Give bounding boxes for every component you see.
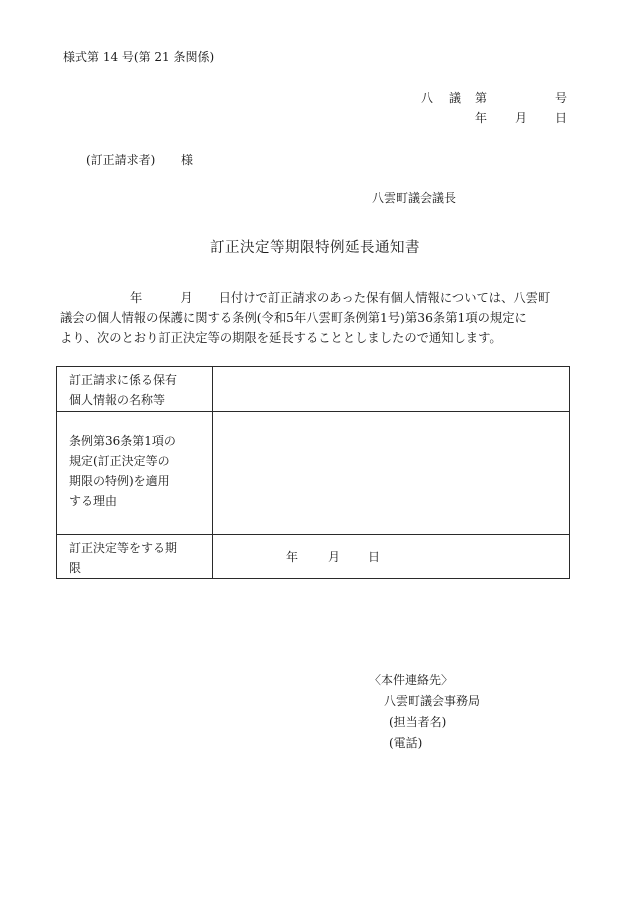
issue-date-month: 月 — [515, 111, 528, 125]
body-line-3: より、次のとおり訂正決定等の期限を延長することとしましたので通知します。 — [60, 331, 502, 345]
row3-label: 訂正決定等をする期 限 — [57, 535, 213, 579]
body-date-month: 月 — [180, 291, 193, 305]
form-number: 様式第 14 号(第 21 条関係) — [63, 50, 215, 64]
doc-number-prefix-3: 第 — [475, 91, 488, 105]
doc-number-prefix-2: 議 — [449, 91, 462, 105]
info-table — [56, 366, 570, 579]
body-text — [60, 288, 570, 348]
row2-label: 条例第36条第1項の 規定(訂正決定等の 期限の特例)を適用 する理由 — [57, 412, 213, 535]
body-date-year: 年 — [130, 291, 143, 305]
issue-date-year: 年 — [475, 111, 488, 125]
doc-number-prefix-1: 八 — [421, 91, 434, 105]
issue-date-day: 日 — [555, 111, 568, 125]
doc-number-suffix: 号 — [555, 91, 568, 105]
deadline-date — [286, 548, 630, 565]
sender: 八雲町議会議長 — [372, 191, 457, 205]
document-title: 訂正決定等期限特例延長通知書 — [210, 240, 420, 256]
addressee-name: (訂正請求者) — [86, 153, 156, 167]
body-line-2: 議会の個人情報の保護に関する条例(令和5年八雲町条例第1号)第36条第1項の規定に — [60, 311, 527, 325]
table-row — [57, 412, 570, 535]
table-row — [57, 367, 570, 412]
body-line-1 — [60, 288, 570, 308]
addressee-honorific: 様 — [181, 153, 194, 167]
row1-value-field[interactable] — [213, 367, 570, 412]
body-line-1-text: 日付けで訂正請求のあった保有個人情報については、八雲町 — [218, 291, 551, 305]
row2-value-field[interactable] — [213, 412, 570, 535]
contact-phone: (電話) — [389, 736, 423, 750]
contact-office: 八雲町議会事務局 — [384, 694, 481, 708]
deadline-year: 年 — [286, 550, 299, 564]
contact-person: (担当者名) — [389, 715, 447, 729]
deadline-month: 月 — [328, 550, 341, 564]
row3-value-field[interactable] — [213, 535, 570, 579]
row1-label: 訂正請求に係る保有 個人情報の名称等 — [57, 367, 213, 412]
deadline-day: 日 — [368, 550, 381, 564]
contact-block — [369, 670, 480, 754]
contact-heading: 〈本件連絡先〉 — [369, 673, 454, 687]
table-row — [57, 535, 570, 579]
